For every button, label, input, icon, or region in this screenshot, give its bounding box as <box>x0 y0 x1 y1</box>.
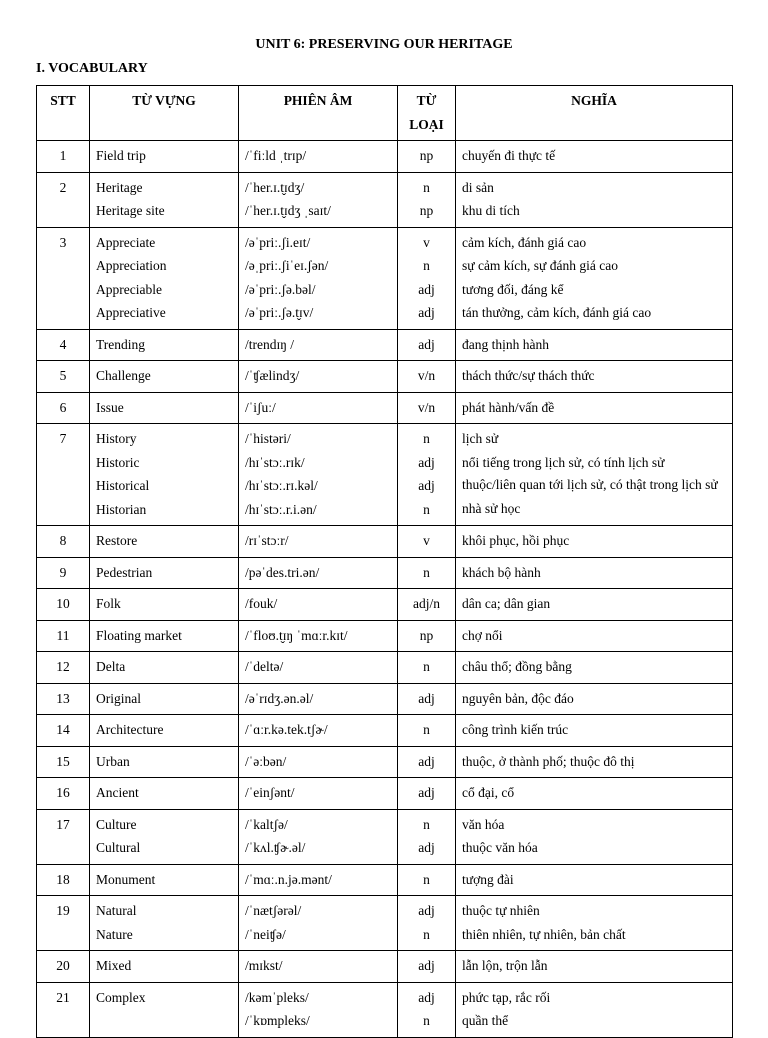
vocab-part-of-speech-cell <box>398 172 456 227</box>
vocab-meaning: tương đối, đáng kể <box>462 281 564 297</box>
table-row <box>37 809 733 864</box>
row-number: 17 <box>37 809 90 864</box>
vocab-word: Appreciate <box>96 234 156 250</box>
vocab-word-cell <box>90 620 239 652</box>
vocab-phonetic: /ˈfloʊ.t̬ɪŋ ˈmɑːr.kɪt/ <box>245 627 348 643</box>
row-number: 16 <box>37 778 90 810</box>
vocab-phonetic: /ˈkɒmpleks/ <box>245 1013 310 1028</box>
vocab-part-of-speech-cell <box>398 683 456 715</box>
vocab-phonetic-cell <box>239 620 398 652</box>
table-row <box>37 982 733 1037</box>
row-number: 1 <box>37 141 90 173</box>
vocab-part-of-speech: v <box>423 533 430 548</box>
vocab-meaning: thuộc/liên quan tới lịch sử, có thật trong lịch sử <box>462 477 718 492</box>
vocab-part-of-speech: adj <box>418 305 435 320</box>
table-row <box>37 620 733 652</box>
row-number: 2 <box>37 172 90 227</box>
vocab-part-of-speech: adj <box>418 478 435 493</box>
vocabulary-table <box>36 85 733 1038</box>
vocab-part-of-speech: adj <box>418 753 435 769</box>
vocab-phonetic-cell <box>239 746 398 778</box>
row-number: 8 <box>37 526 90 558</box>
vocab-word: Historical <box>96 478 150 493</box>
vocab-meaning: nổi tiếng trong lịch sử, có tính lịch sử <box>462 454 665 470</box>
vocab-phonetic-cell <box>239 361 398 393</box>
vocab-word-cell <box>90 557 239 589</box>
vocab-word: Appreciation <box>96 258 167 273</box>
vocab-phonetic: /mɪkst/ <box>245 958 283 973</box>
table-row <box>37 329 733 361</box>
table-header-row <box>37 86 733 141</box>
table-row <box>37 778 733 810</box>
vocab-word: Heritage site <box>96 203 165 218</box>
row-number: 12 <box>37 652 90 684</box>
vocab-phonetic: /əˈpriː.ʃə.bəl/ <box>245 281 316 297</box>
vocab-meaning: khôi phục, hồi phục <box>462 533 570 548</box>
vocab-word-cell <box>90 864 239 896</box>
vocab-word-cell <box>90 329 239 361</box>
vocab-word-cell <box>90 982 239 1037</box>
vocab-word: Architecture <box>96 722 164 737</box>
vocab-meaning-cell <box>456 896 733 951</box>
vocab-meaning-cell <box>456 361 733 393</box>
table-body <box>37 141 733 1038</box>
vocab-phonetic-cell <box>239 715 398 747</box>
vocab-part-of-speech-cell <box>398 361 456 393</box>
vocab-meaning-cell <box>456 392 733 424</box>
row-number: 7 <box>37 424 90 526</box>
vocab-meaning: thuộc tự nhiên <box>462 903 540 918</box>
vocab-part-of-speech-cell <box>398 227 456 329</box>
vocab-part-of-speech: adj <box>418 903 435 918</box>
vocab-part-of-speech-cell <box>398 896 456 951</box>
vocab-word-cell <box>90 951 239 983</box>
vocab-meaning-cell <box>456 589 733 621</box>
vocab-part-of-speech-cell <box>398 329 456 361</box>
row-number: 5 <box>37 361 90 393</box>
row-number: 18 <box>37 864 90 896</box>
vocab-part-of-speech: n <box>423 564 430 580</box>
vocab-phonetic: /fouk/ <box>245 596 278 611</box>
vocab-meaning-cell <box>456 652 733 684</box>
vocab-phonetic: /hɪˈstɔː.rɪ.kəl/ <box>245 478 318 493</box>
vocab-phonetic-cell <box>239 424 398 526</box>
header-tu-loai-line1: TỪ <box>416 93 437 108</box>
vocab-meaning-cell <box>456 227 733 329</box>
vocab-word: Culture <box>96 816 137 832</box>
vocab-meaning-cell <box>456 329 733 361</box>
table-row <box>37 361 733 393</box>
vocab-meaning: thiên nhiên, tự nhiên, bản chất <box>462 926 626 942</box>
table-row <box>37 526 733 558</box>
vocab-phonetic: /ˈkaltʃə/ <box>245 816 288 832</box>
row-number: 11 <box>37 620 90 652</box>
row-number: 9 <box>37 557 90 589</box>
vocab-phonetic: /ˈher.ɪ.t̬ɪdʒ ˌsaɪt/ <box>245 203 331 218</box>
vocab-part-of-speech-cell <box>398 715 456 747</box>
vocab-meaning-cell <box>456 683 733 715</box>
vocab-word-cell <box>90 715 239 747</box>
table-row <box>37 141 733 173</box>
vocab-phonetic-cell <box>239 896 398 951</box>
vocab-part-of-speech-cell <box>398 424 456 526</box>
vocab-meaning: lịch sử <box>462 431 499 446</box>
vocab-part-of-speech: n <box>423 1013 430 1028</box>
vocab-part-of-speech-cell <box>398 620 456 652</box>
vocab-word-cell <box>90 526 239 558</box>
vocab-phonetic: /hɪˈstɔː.r.i.ən/ <box>245 501 317 517</box>
vocab-phonetic: /ˈkʌl.ʧɚ.əl/ <box>245 840 306 855</box>
vocab-word: History <box>96 431 137 446</box>
header-stt: STT <box>37 86 90 141</box>
vocab-meaning: lẫn lộn, trộn lẫn <box>462 958 548 973</box>
vocab-part-of-speech: n <box>423 871 430 887</box>
vocab-phonetic: /əˈpriː.ʃi.eɪt/ <box>245 234 311 250</box>
vocab-part-of-speech: adj/n <box>413 596 440 611</box>
vocab-part-of-speech-cell <box>398 557 456 589</box>
vocab-meaning: sự cảm kích, sự đánh giá cao <box>462 258 618 273</box>
vocab-meaning: phức tạp, rắc rối <box>462 989 551 1005</box>
vocab-word: Appreciative <box>96 305 166 320</box>
table-row <box>37 652 733 684</box>
vocab-meaning: chợ nổi <box>462 627 503 643</box>
vocab-part-of-speech-cell <box>398 392 456 424</box>
vocab-meaning-cell <box>456 141 733 173</box>
row-number: 10 <box>37 589 90 621</box>
vocab-word: Challenge <box>96 368 151 383</box>
vocab-phonetic-cell <box>239 392 398 424</box>
vocab-word: Appreciable <box>96 281 162 297</box>
vocab-phonetic-cell <box>239 864 398 896</box>
vocab-word: Heritage <box>96 179 143 195</box>
vocab-phonetic: /rɪˈstɔːr/ <box>245 533 289 548</box>
vocab-meaning: văn hóa <box>462 816 505 832</box>
vocab-word: Natural <box>96 903 137 918</box>
vocab-phonetic: /pəˈdes.tri.ən/ <box>245 564 320 580</box>
vocab-part-of-speech: adj <box>418 690 435 706</box>
vocab-meaning-cell <box>456 424 733 526</box>
vocab-part-of-speech: adj <box>418 281 435 297</box>
vocab-part-of-speech-cell <box>398 951 456 983</box>
vocab-word-cell <box>90 683 239 715</box>
vocab-phonetic: /ˈmɑː.n.jə.mənt/ <box>245 871 332 887</box>
vocab-word-cell <box>90 141 239 173</box>
vocab-word: Delta <box>96 659 126 674</box>
vocab-meaning-cell <box>456 557 733 589</box>
vocab-word: Monument <box>96 871 156 887</box>
vocab-part-of-speech: v <box>423 234 430 250</box>
vocab-word: Urban <box>96 753 130 769</box>
row-number: 20 <box>37 951 90 983</box>
header-nghia: NGHĨA <box>456 86 733 141</box>
vocab-part-of-speech: adj <box>418 336 435 352</box>
header-phien-am: PHIÊN ÂM <box>239 86 398 141</box>
vocab-part-of-speech: v/n <box>417 399 436 415</box>
vocab-meaning: thuộc, ở thành phố; thuộc đô thị <box>462 753 635 769</box>
vocab-word: Issue <box>96 399 124 415</box>
document-title: UNIT 6: PRESERVING OUR HERITAGE <box>255 37 513 52</box>
vocab-word-cell <box>90 424 239 526</box>
table-row <box>37 715 733 747</box>
vocab-phonetic: /ˈdeltə/ <box>245 659 284 674</box>
vocab-phonetic-cell <box>239 557 398 589</box>
vocab-phonetic: /əˈrɪdʒ.ən.əl/ <box>245 690 314 706</box>
vocab-word-cell <box>90 227 239 329</box>
vocab-phonetic-cell <box>239 683 398 715</box>
vocab-meaning-cell <box>456 809 733 864</box>
vocab-meaning: châu thổ; đồng bằng <box>462 659 572 674</box>
vocab-meaning-cell <box>456 778 733 810</box>
vocab-part-of-speech-cell <box>398 746 456 778</box>
vocab-phonetic: /ˈnætʃərəl/ <box>245 903 302 918</box>
vocab-part-of-speech: adj <box>418 785 435 800</box>
table-row <box>37 683 733 715</box>
row-number: 3 <box>37 227 90 329</box>
vocab-meaning: dân ca; dân gian <box>462 596 551 611</box>
vocab-word: Complex <box>96 989 146 1005</box>
table-row <box>37 557 733 589</box>
vocab-phonetic: /ˈəːbən/ <box>245 753 287 769</box>
vocab-part-of-speech: n <box>423 258 430 273</box>
vocab-meaning: phát hành/vấn đề <box>462 399 555 415</box>
table-row <box>37 227 733 329</box>
table-row <box>37 392 733 424</box>
section-heading: I. VOCABULARY <box>36 61 148 76</box>
vocab-meaning: nhà sử học <box>462 501 521 516</box>
vocab-phonetic: /kəmˈpleks/ <box>245 989 309 1005</box>
vocab-phonetic-cell <box>239 778 398 810</box>
header-tu-loai-line2: LOẠI <box>409 116 444 132</box>
vocab-word-cell <box>90 172 239 227</box>
vocab-meaning-cell <box>456 982 733 1037</box>
vocab-part-of-speech: adj <box>418 958 435 973</box>
vocab-meaning: thuộc văn hóa <box>462 840 538 855</box>
table-row <box>37 589 733 621</box>
vocab-phonetic: /ˈʧælindʒ/ <box>245 368 300 383</box>
vocab-word-cell <box>90 778 239 810</box>
vocab-part-of-speech: n <box>423 179 430 195</box>
vocab-phonetic-cell <box>239 526 398 558</box>
vocab-meaning-cell <box>456 715 733 747</box>
vocab-part-of-speech-cell <box>398 652 456 684</box>
vocab-word: Historian <box>96 501 147 517</box>
header-tu-loai <box>398 86 456 141</box>
vocab-part-of-speech: adj <box>418 454 435 470</box>
vocab-phonetic-cell <box>239 141 398 173</box>
vocab-part-of-speech: n <box>423 926 430 942</box>
vocab-meaning: thách thức/sự thách thức <box>462 368 595 383</box>
vocab-meaning: chuyến đi thực tế <box>462 148 556 163</box>
vocab-word-cell <box>90 361 239 393</box>
vocab-meaning: khu di tích <box>462 203 520 218</box>
vocab-word: Ancient <box>96 785 139 800</box>
vocab-word-cell <box>90 589 239 621</box>
header-tu-vung: TỪ VỰNG <box>90 86 239 141</box>
vocab-phonetic-cell <box>239 589 398 621</box>
vocab-meaning-cell <box>456 746 733 778</box>
vocab-phonetic: /ˈɑːr.kə.tek.tʃɚ/ <box>245 722 328 737</box>
table-row <box>37 896 733 951</box>
table-row <box>37 951 733 983</box>
vocab-phonetic: /hɪˈstɔː.rɪk/ <box>245 454 305 470</box>
row-number: 21 <box>37 982 90 1037</box>
vocab-meaning-cell <box>456 172 733 227</box>
table-row <box>37 172 733 227</box>
vocab-meaning: công trình kiến trúc <box>462 722 569 737</box>
vocab-part-of-speech-cell <box>398 526 456 558</box>
vocab-phonetic: /ˈneiʧə/ <box>245 926 286 942</box>
vocab-word: Restore <box>96 533 138 548</box>
vocab-word: Mixed <box>96 958 132 973</box>
vocab-phonetic-cell <box>239 227 398 329</box>
vocab-word: Folk <box>96 596 121 611</box>
vocab-meaning: đang thịnh hành <box>462 336 549 352</box>
vocab-meaning: tán thưởng, cảm kích, đánh giá cao <box>462 305 652 320</box>
row-number: 15 <box>37 746 90 778</box>
vocab-word <box>96 1009 232 1033</box>
vocab-meaning-cell <box>456 620 733 652</box>
row-number: 19 <box>37 896 90 951</box>
vocab-word-cell <box>90 809 239 864</box>
table-row <box>37 864 733 896</box>
vocab-word: Trending <box>96 336 146 352</box>
vocab-part-of-speech-cell <box>398 809 456 864</box>
vocab-part-of-speech: np <box>419 148 434 163</box>
vocab-phonetic: /ˈfiːld ˌtrɪp/ <box>245 148 307 163</box>
vocab-phonetic-cell <box>239 809 398 864</box>
vocab-part-of-speech: np <box>419 627 434 643</box>
vocab-part-of-speech: n <box>423 659 430 674</box>
vocab-part-of-speech: v/n <box>417 368 436 383</box>
vocab-word: Historic <box>96 454 140 470</box>
vocab-part-of-speech: n <box>423 722 430 737</box>
vocab-meaning: quần thể <box>462 1013 509 1028</box>
vocab-meaning: khách bộ hành <box>462 564 541 580</box>
vocab-word: Field trip <box>96 148 146 163</box>
vocab-phonetic-cell <box>239 172 398 227</box>
vocab-word: Floating market <box>96 627 182 643</box>
vocab-meaning: tượng đài <box>462 871 514 887</box>
table-row <box>37 746 733 778</box>
vocab-meaning: nguyên bản, độc đáo <box>462 690 574 706</box>
vocab-meaning-cell <box>456 951 733 983</box>
vocab-part-of-speech: n <box>423 431 430 446</box>
vocab-word-cell <box>90 392 239 424</box>
vocab-phonetic: /əˈpriː.ʃə.t̬ɪv/ <box>245 305 314 320</box>
vocab-phonetic-cell <box>239 329 398 361</box>
row-number: 13 <box>37 683 90 715</box>
vocab-phonetic: /ˈiʃuː/ <box>245 399 276 415</box>
vocab-meaning: cảm kích, đánh giá cao <box>462 234 587 250</box>
vocab-meaning-cell <box>456 526 733 558</box>
row-number: 14 <box>37 715 90 747</box>
vocab-part-of-speech-cell <box>398 778 456 810</box>
vocab-word-cell <box>90 896 239 951</box>
row-number: 6 <box>37 392 90 424</box>
vocab-phonetic-cell <box>239 652 398 684</box>
vocab-word-cell <box>90 652 239 684</box>
vocab-part-of-speech-cell <box>398 982 456 1037</box>
vocab-word: Nature <box>96 926 133 942</box>
vocab-part-of-speech-cell <box>398 141 456 173</box>
vocab-phonetic: /ˈhistəri/ <box>245 431 291 446</box>
vocab-part-of-speech-cell <box>398 589 456 621</box>
vocab-phonetic: /əˌpriː.ʃiˈeɪ.ʃən/ <box>245 258 329 273</box>
vocab-part-of-speech: np <box>419 203 434 218</box>
vocab-part-of-speech-cell <box>398 864 456 896</box>
vocab-word: Cultural <box>96 840 141 855</box>
table-row <box>37 424 733 526</box>
vocab-meaning: di sản <box>462 179 494 195</box>
vocab-part-of-speech: n <box>423 816 430 832</box>
vocab-phonetic: /trendɪŋ / <box>245 336 295 352</box>
vocab-word: Original <box>96 690 141 706</box>
vocab-word-cell <box>90 746 239 778</box>
vocab-phonetic: /ˈher.ɪ.t̬ɪdʒ/ <box>245 179 305 195</box>
vocab-part-of-speech: adj <box>418 840 435 855</box>
vocab-part-of-speech: adj <box>418 989 435 1005</box>
vocab-meaning-cell <box>456 864 733 896</box>
row-number: 4 <box>37 329 90 361</box>
vocab-part-of-speech: n <box>423 501 430 517</box>
vocab-word: Pedestrian <box>96 564 153 580</box>
vocab-meaning: cổ đại, cổ <box>462 785 515 800</box>
vocab-phonetic: /ˈeinʃənt/ <box>245 785 295 800</box>
vocab-phonetic-cell <box>239 951 398 983</box>
vocab-phonetic-cell <box>239 982 398 1037</box>
